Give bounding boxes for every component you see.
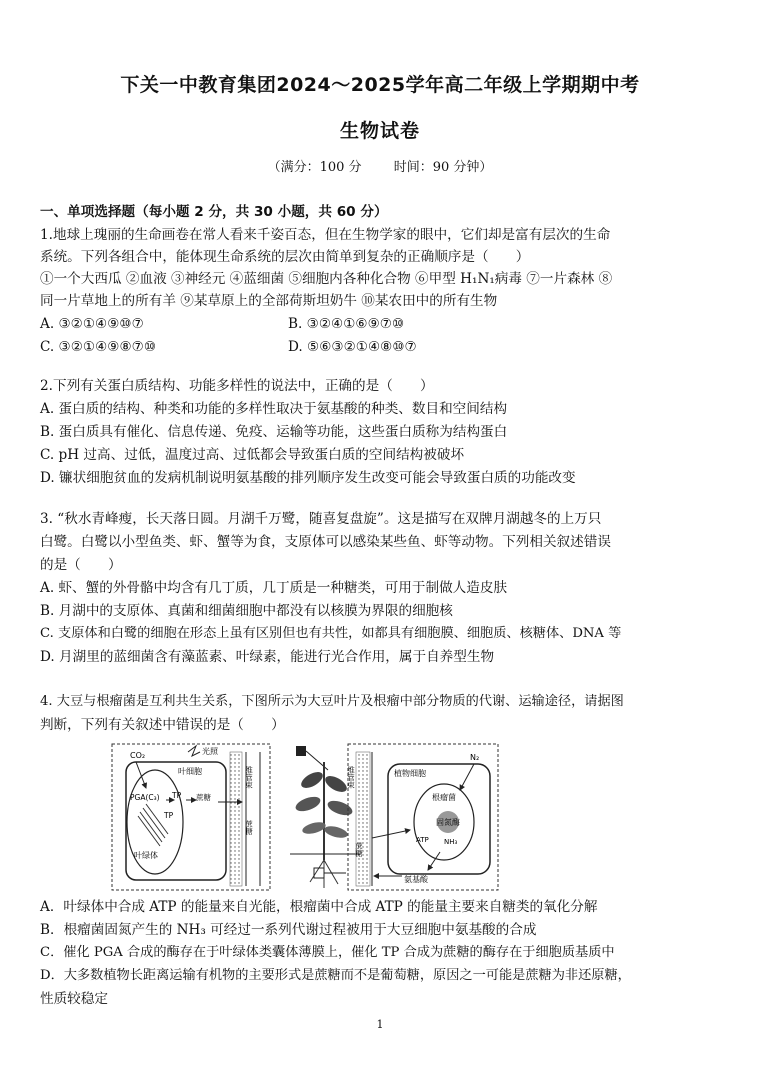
metabolism-figure (110, 742, 640, 892)
exam-meta (0, 156, 760, 175)
q3-line2: 白鹭。白鹭以小型鱼类、虾、蟹等为食，支原体可以感染某些鱼、虾等动物。下列相关叙述错误 (40, 534, 611, 550)
fig-sucrose-tube: 蔗糖 (244, 820, 254, 835)
q3-option-b: B. 月湖中的支原体、真菌和细菌细胞中都没有以核膜为界限的细胞核 (40, 603, 453, 619)
fig-nitrogenase: 固氮酶 (436, 818, 460, 827)
q2-option-c: C. pH 过高、过低，温度过高、过低都会导致蛋白质的空间结构被破坏 (40, 447, 465, 463)
vascular-bundle-right (356, 752, 370, 886)
exam-time: 时间：90 分钟） (393, 160, 493, 175)
q1-option-d: D. ⑤⑥③②①④⑧⑩⑦ (288, 339, 417, 355)
q1-line4: 同一片草地上的所有羊 ⑨某草原上的全部荷斯坦奶牛 ⑩某农田中的所有生物 (40, 293, 498, 309)
section-heading: 一、单项选择题（每小题 2 分，共 30 小题，共 60 分） (40, 204, 388, 220)
exam-subtitle: 生物试卷 (339, 120, 420, 142)
full-score: （满分：100 分 (267, 160, 362, 175)
q1-options-ab (40, 314, 720, 334)
q4-line1: 4. 大豆与根瘤菌是互利共生关系，下图所示为大豆叶片及根瘤中部分物质的代谢、运输途径，请据图 (40, 694, 624, 709)
vascular-bundle-left (230, 752, 242, 886)
arrow-sucrose-in (372, 830, 410, 838)
q1-option-a: A. ③②①④⑨⑩⑦ (40, 316, 144, 332)
q4-option-d-line1: D．大多数植物长距离运输有机物的主要形式是蔗糖而不是葡萄糖，原因之一可能是蔗糖为非还原糖， (40, 968, 631, 983)
q3-line3: 的是（ ） (40, 557, 122, 573)
figure-svg (110, 742, 640, 892)
fig-vascular-left: 维管束 (244, 766, 254, 789)
fig-co2: CO₂ (130, 751, 146, 760)
q2-option-b: B. 蛋白质具有催化、信息传递、免疫、运输等功能，这些蛋白质称为结构蛋白 (40, 424, 508, 440)
fig-leaf-cell: 叶细胞 (178, 767, 202, 776)
q4-line2: 判断，下列有关叙述中错误的是（ ） (40, 717, 285, 733)
page-number: 1 (376, 1018, 384, 1031)
fig-sucrose-cell: 蔗糖 (196, 793, 211, 802)
q2-option-a: A. 蛋白质的结构、种类和功能的多样性取决于氨基酸的种类、数目和空间结构 (40, 401, 508, 417)
fig-tp1: TP (172, 791, 182, 800)
q1-options-cd (40, 337, 720, 357)
light-icon (188, 746, 200, 756)
q2-option-d: D. 镰状细胞贫血的发病机制说明氨基酸的排列顺序发生改变可能会导致蛋白质的功能改变 (40, 470, 576, 486)
fig-chloroplast: 叶绿体 (134, 851, 158, 860)
q1-line1: 1.地球上瑰丽的生命画卷在常人看来千姿百态，但在生物学家的眼中，它们却是富有层次的生命 (40, 227, 611, 243)
q4-option-a: A．叶绿体中合成 ATP 的能量来自光能，根瘤菌中合成 ATP 的能量主要来自糖类的氧化分解 (40, 899, 598, 915)
arrow-n2 (460, 764, 474, 790)
fig-nh3: NH₃ (444, 838, 458, 846)
fig-vascular-right: 维管束 (346, 766, 356, 789)
fig-plant-cell: 植物细胞 (394, 769, 426, 778)
q4-option-d-line2: 性质较稳定 (40, 991, 108, 1007)
fig-atp: ATP (416, 836, 429, 844)
q1-option-c: C. ③②①④⑨⑧⑦⑩ (40, 339, 157, 355)
q4-option-c: C．催化 PGA 合成的酶存在于叶绿体类囊体薄膜上，催化 TP 合成为蔗糖的酶存在于细胞质基质中 (40, 945, 615, 960)
q1-line3: ①一个大西瓜 ②血液 ③神经元 ④蓝细菌 ⑤细胞内各种化合物 ⑥甲型 H₁N₁病毒 ⑦一片森林 ⑧ (40, 271, 613, 287)
q3-option-d: D. 月湖里的蓝细菌含有藻蓝素、叶绿素，能进行光合作用，属于自养型生物 (40, 649, 495, 665)
fig-n2: N₂ (470, 753, 480, 762)
leaf-cell (126, 762, 226, 880)
arrow-co2 (136, 762, 146, 788)
arrow-nh3-out (428, 852, 440, 870)
q3-line1: 3. “秋水青峰瘦，长天落日圆。月湖千万鹭，随喜复盘旋”。这是描写在双牌月湖越冬的上万只 (40, 511, 602, 527)
fig-tp2: TP (164, 811, 174, 820)
fig-light: 光照 (202, 747, 218, 756)
q3-option-c: C. 支原体和白鹭的细胞在形态上虽有区别但也有共性，如都具有细胞膜、细胞质、核糖体、DNA 等 (40, 626, 622, 641)
fig-pga: PGA(C₃) (130, 793, 160, 802)
fig-amino-acid: 氨基酸 (404, 875, 428, 884)
right-panel-frame (348, 744, 498, 890)
fig-sucrose-right: 蔗糖 (354, 842, 364, 857)
q2-stem: 2.下列有关蛋白质结构、功能多样性的说法中，正确的是（ ） (40, 378, 434, 394)
q3-option-a: A. 虾、蟹的外骨骼中均含有几丁质，几丁质是一种糖类，可用于制做人造皮肤 (40, 580, 508, 596)
q1-option-b: B. ③②④①⑥⑨⑦⑩ (288, 316, 405, 332)
fig-rhizobia: 根瘤菌 (432, 793, 456, 802)
q4-option-b: B．根瘤菌固氮产生的 NH₃ 可经过一系列代谢过程被用于大豆细胞中氨基酸的合成 (40, 922, 537, 938)
q1-line2: 系统。下列各组合中，能体现生命系统的层次由简单到复杂的正确顺序是（ ） (40, 249, 530, 265)
exam-title: 下关一中教育集团2024～2025学年高二年级上学期期中考 (120, 74, 640, 96)
